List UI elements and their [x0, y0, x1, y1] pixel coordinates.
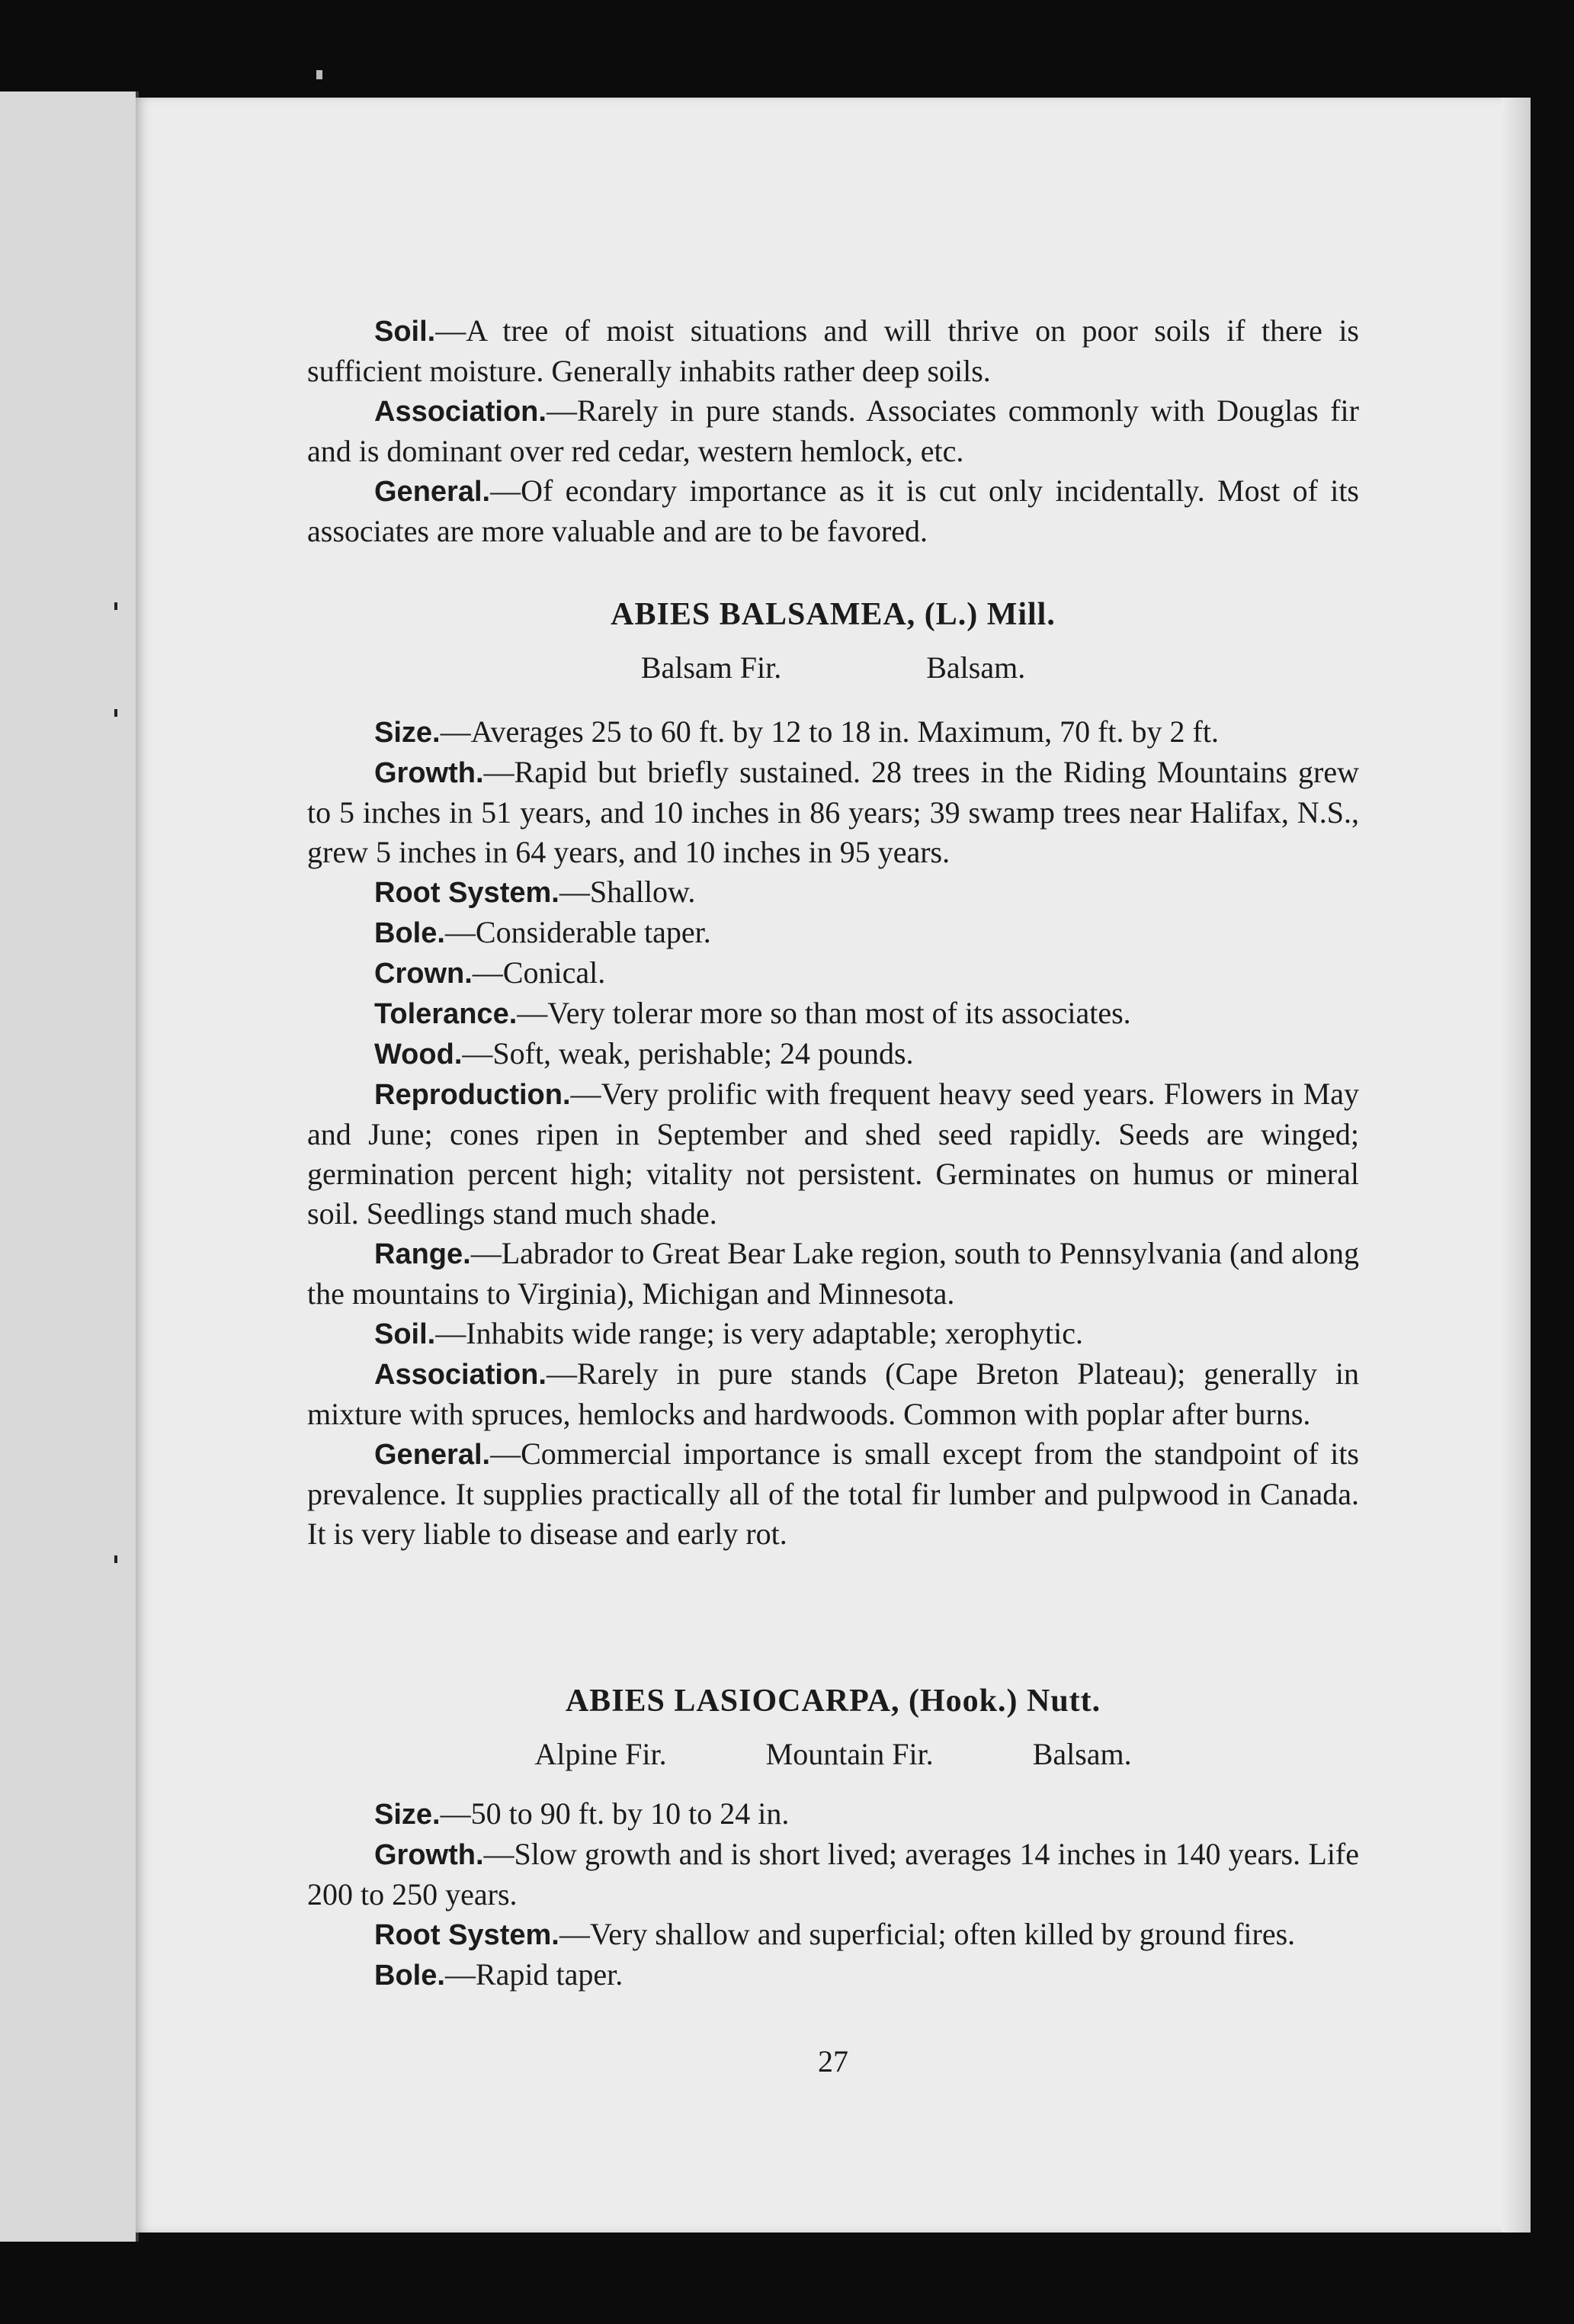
- para-label: Tolerance.: [374, 998, 518, 1030]
- top-section: [307, 311, 1359, 551]
- para-label: Range.: [374, 1238, 471, 1270]
- para-text: —Rapid taper.: [444, 1957, 624, 1992]
- document-page: [136, 98, 1531, 2233]
- para-text: —Rarely in pure stands. Associates commonly with Douglas fir and is dominant over red cedar, western hemlock, etc.: [307, 393, 1359, 468]
- paragraph: [307, 391, 1359, 471]
- paragraph: [307, 1955, 1359, 1995]
- para-text: —A tree of moist situations and will thrive on poor soils if there is sufficient moisture. Generally inhabits rather deep soils.: [307, 313, 1359, 388]
- paragraph: [307, 753, 1359, 872]
- paragraph: [307, 953, 1359, 993]
- paragraph: [307, 1314, 1359, 1354]
- para-text: —Conical.: [472, 955, 606, 990]
- species-body: [307, 712, 1359, 1554]
- scan-mark: [316, 70, 322, 79]
- para-text: —Soft, weak, perishable; 24 pounds.: [462, 1036, 914, 1071]
- lasiocarpa-section: [307, 1680, 1359, 1995]
- para-label: Reproduction.: [374, 1079, 571, 1111]
- paragraph: [307, 1915, 1359, 1955]
- paragraph: [307, 311, 1359, 391]
- paragraph: [307, 1234, 1359, 1314]
- para-text: —Averages 25 to 60 ft. by 12 to 18 in. Maximum, 70 ft. by 2 ft.: [440, 714, 1219, 749]
- common-name: Balsam Fir.: [640, 650, 782, 685]
- paragraph: [307, 471, 1359, 551]
- paragraph: [307, 1074, 1359, 1234]
- common-name: Alpine Fir.: [534, 1737, 667, 1771]
- para-label: Size.: [374, 717, 441, 749]
- para-label: Wood.: [374, 1038, 463, 1071]
- paragraph: [307, 712, 1359, 753]
- margin-mark: [114, 1555, 117, 1563]
- para-label: Crown.: [374, 958, 473, 990]
- paragraph: [307, 872, 1359, 913]
- left-page-edge: [0, 91, 139, 2242]
- para-label: General.: [374, 1439, 491, 1471]
- para-text: —Commercial importance is small except from the standpoint of its prevalence. It supplies practically all of the total fir lumber and pulpwood in Canada. It is very liable to disease and early rot.: [307, 1436, 1359, 1551]
- paragraph: [307, 1834, 1359, 1915]
- para-label: Soil.: [374, 1318, 436, 1350]
- para-label: Root System.: [374, 877, 559, 909]
- para-label: Growth.: [374, 757, 484, 789]
- paragraph: [307, 1434, 1359, 1554]
- species-heading: ABIES LASIOCARPA, (Hook.) Nutt.: [565, 1684, 1101, 1719]
- para-label: General.: [374, 476, 491, 508]
- para-label: Size.: [374, 1799, 441, 1831]
- para-text: —Slow growth and is short lived; averages 14 inches in 140 years. Life 200 to 250 years.: [307, 1837, 1359, 1912]
- balsamea-section: [307, 593, 1359, 1554]
- species-body: [307, 1794, 1359, 1995]
- margin-mark: [114, 602, 117, 610]
- common-names: [307, 1733, 1359, 1776]
- para-label: Soil.: [374, 316, 436, 348]
- para-text: —Shallow.: [559, 875, 696, 909]
- paragraph: [307, 993, 1359, 1034]
- para-text: —Considerable taper.: [444, 915, 711, 949]
- para-label: Bole.: [374, 1960, 445, 1992]
- species-heading: ABIES BALSAMEA, (L.) Mill.: [611, 597, 1056, 632]
- paragraph: [307, 913, 1359, 953]
- para-label: Root System.: [374, 1919, 559, 1951]
- para-label: Growth.: [374, 1839, 484, 1871]
- para-text: —Very prolific with frequent heavy seed years. Flowers in May and June; cones ripen in September and shed seed rapidly. Seeds are winged; germination percent high; vitality not persistent. Germinates on humus or mineral soil. Seedlings stand much shade.: [307, 1077, 1359, 1231]
- common-name: Balsam.: [1032, 1737, 1132, 1771]
- para-label: Bole.: [374, 917, 445, 949]
- paragraph: [307, 1354, 1359, 1434]
- page-number: 27: [818, 2044, 848, 2078]
- para-text: —Rarely in pure stands (Cape Breton Plateau); generally in mixture with spruces, hemlocks and hardwoods. Common with poplar after burns.: [307, 1356, 1359, 1431]
- para-text: —Inhabits wide range; is very adaptable; xerophytic.: [435, 1316, 1083, 1350]
- para-label: Association.: [374, 396, 547, 428]
- para-text: —Very shallow and superficial; often killed by ground fires.: [559, 1917, 1296, 1951]
- para-text: —Labrador to Great Bear Lake region, south to Pennsylvania (and along the mountains to Virginia), Michigan and Minnesota.: [307, 1236, 1359, 1311]
- paragraph: [307, 1034, 1359, 1074]
- common-name: Mountain Fir.: [765, 1737, 934, 1771]
- common-names: [307, 647, 1359, 689]
- para-text: —Of econdary importance as it is cut only incidentally. Most of its associates are more valuable and are to be favored.: [307, 473, 1359, 548]
- para-text: —Very tolerar more so than most of its associates.: [517, 996, 1131, 1030]
- para-label: Association.: [374, 1359, 547, 1391]
- para-text: —Rapid but briefly sustained. 28 trees in the Riding Mountains grew to 5 inches in 51 years, and 10 inches in 86 years; 39 swamp trees near Halifax, N.S., grew 5 inches in 64 years, and 10 inches in 95 years.: [307, 755, 1359, 869]
- margin-mark: [114, 709, 117, 717]
- para-text: —50 to 90 ft. by 10 to 24 in.: [440, 1796, 790, 1831]
- paragraph: [307, 1794, 1359, 1834]
- common-name: Balsam.: [926, 650, 1026, 685]
